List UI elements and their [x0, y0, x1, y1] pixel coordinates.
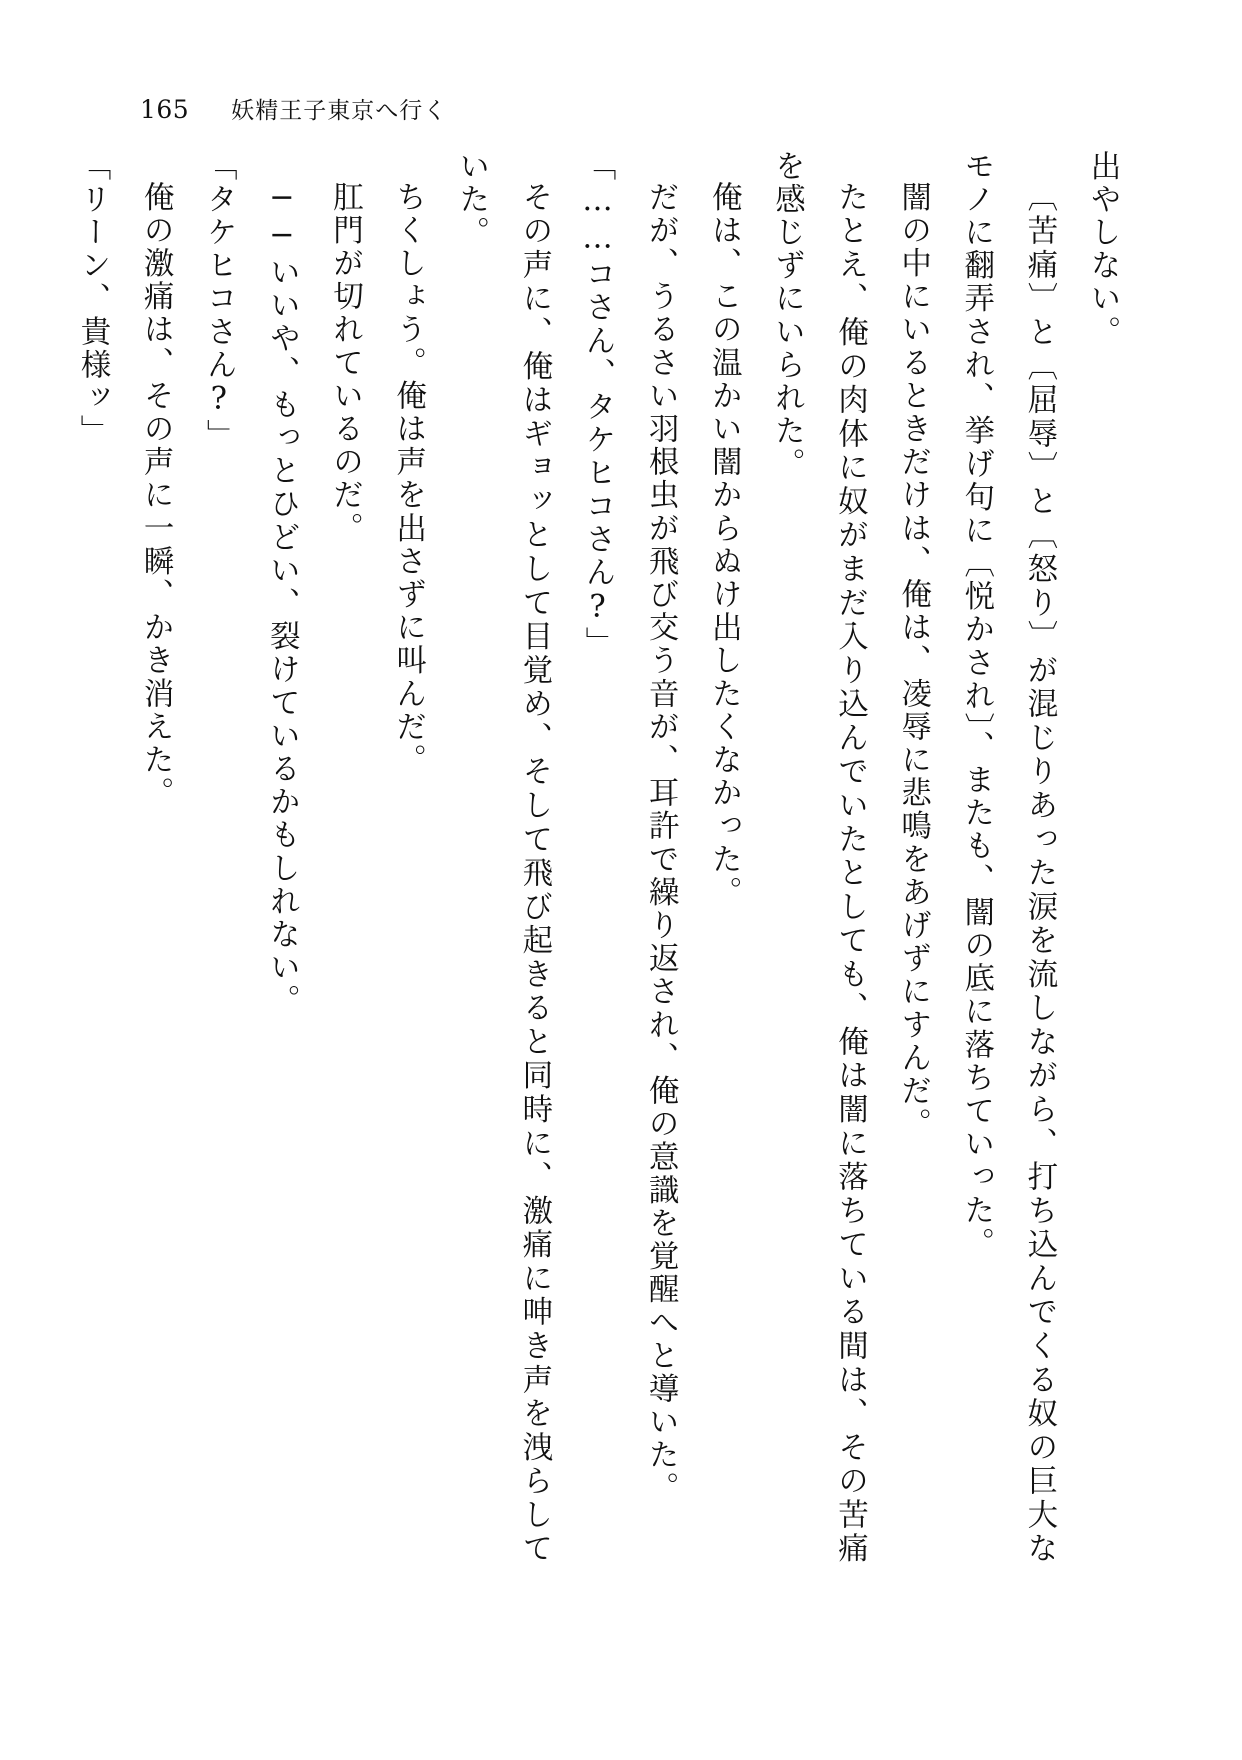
paragraph: 俺の激痛は、その声に一瞬、かき消えた。: [138, 180, 174, 810]
paragraph: その声に、俺はギョッとして目覚め、そして飛び起きると同時に、激痛に呻き声を洩らしていた。: [453, 150, 552, 1565]
paragraph: 出やしない。: [1085, 150, 1120, 349]
paragraph-dialogue: 「リーン、貴様ッ」: [75, 150, 110, 448]
running-head: [140, 92, 447, 125]
paragraph-dialogue: 「……コさん、タケヒコさん?」: [580, 150, 615, 660]
paragraph: たとえ、俺の肉体に奴がまだ入り込んでいたとしても、俺は闇に落ちている間は、その苦痛を感じずにいられた。: [769, 150, 868, 1565]
paragraph: ちくしょう。俺は声を出さずに叫んだ。: [390, 180, 426, 777]
page-number: 165: [140, 95, 190, 124]
paragraph-dialogue: 「タケヒコさん?」: [201, 150, 237, 453]
paragraph: 闇の中にいるときだけは、俺は、凌辱に悲鳴をあげずにすんだ。: [895, 180, 931, 1141]
paragraph: 俺は、この温かい闇からぬけ出したくなかった。: [706, 180, 742, 909]
book-title: 妖精王子東京へ行く: [231, 98, 448, 124]
paragraph: 肛門が切れているのだ。: [327, 180, 363, 545]
paragraph: ──いいや、もっとひどい、裂けているかもしれない。: [264, 180, 300, 1017]
page-body-text: [75, 150, 1134, 1565]
paragraph: 〔苦痛〕と〔屈辱〕と〔怒り〕が混じりあった涙を流しながら、打ち込んでくる奴の巨大なモノに翻弄され、挙げ句に〔悦かされ〕、またも、闇の底に落ちていった。: [958, 150, 1057, 1565]
paragraph: だが、うるさい羽根虫が飛び交う音が、耳許で繰り返され、俺の意識を覚醒へと導いた。: [643, 180, 679, 1505]
